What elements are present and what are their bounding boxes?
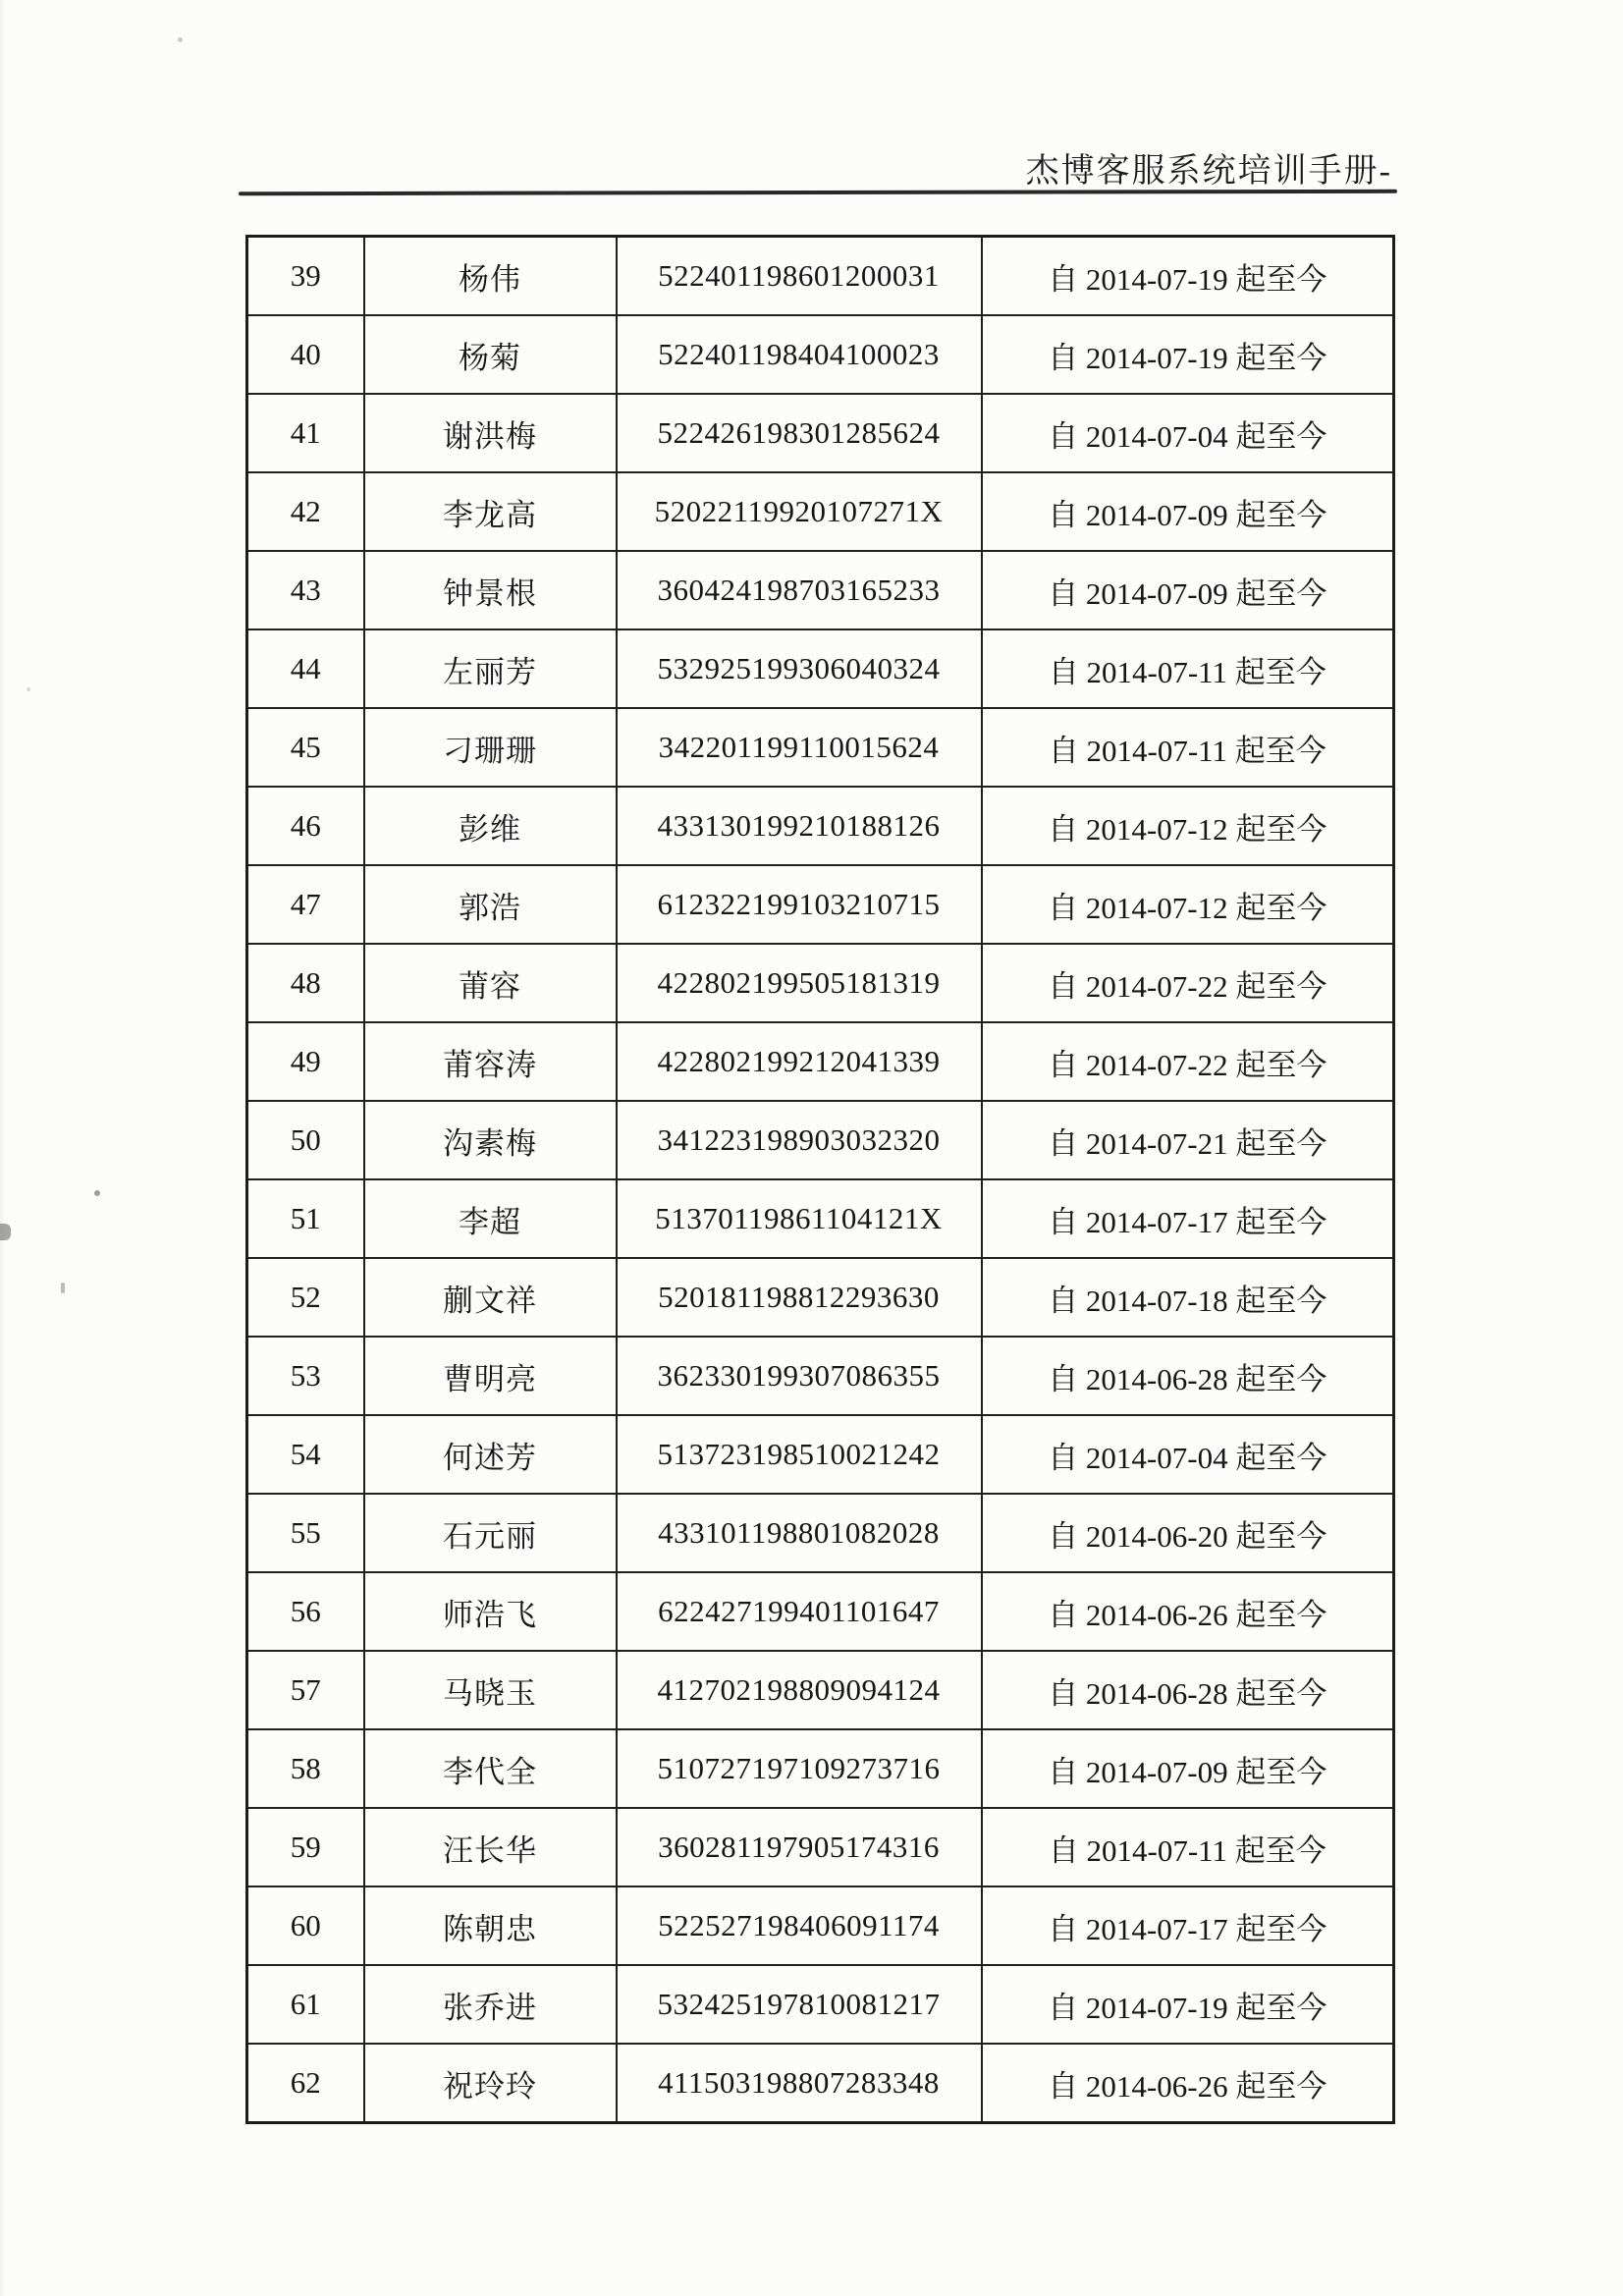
id-number-cell: 510727197109273716 bbox=[617, 1729, 982, 1808]
scan-speck bbox=[94, 1190, 100, 1196]
employee-name-cell: 李超 bbox=[364, 1179, 617, 1258]
table-row bbox=[247, 1415, 1394, 1494]
id-number-cell: 532425197810081217 bbox=[617, 1965, 982, 2044]
employment-period-cell: 自 2014-07-04 起至今 bbox=[982, 1415, 1394, 1494]
row-number-cell: 62 bbox=[247, 2044, 364, 2123]
employee-name-cell: 钟景根 bbox=[364, 551, 617, 629]
id-number-cell: 422802199505181319 bbox=[617, 944, 982, 1022]
row-number-cell: 45 bbox=[247, 708, 364, 787]
employee-name-cell: 莆容 bbox=[364, 944, 617, 1022]
id-number-cell: 522401198601200031 bbox=[617, 237, 982, 316]
employment-period-cell: 自 2014-07-19 起至今 bbox=[982, 237, 1394, 316]
employee-name-cell: 张乔进 bbox=[364, 1965, 617, 2044]
table-row bbox=[247, 1572, 1394, 1651]
employment-period-cell: 自 2014-07-09 起至今 bbox=[982, 472, 1394, 551]
row-number-cell: 61 bbox=[247, 1965, 364, 2044]
table-row bbox=[247, 1651, 1394, 1729]
employment-period-cell: 自 2014-06-26 起至今 bbox=[982, 1572, 1394, 1651]
scan-speck bbox=[178, 37, 183, 42]
scan-edge-shading bbox=[0, 0, 5, 2296]
employment-period-cell: 自 2014-07-19 起至今 bbox=[982, 315, 1394, 394]
table-row bbox=[247, 2044, 1394, 2123]
header-divider-line bbox=[239, 190, 1397, 195]
roster-table-body bbox=[247, 237, 1394, 2123]
employee-name-cell: 陈朝忠 bbox=[364, 1886, 617, 1965]
row-number-cell: 59 bbox=[247, 1808, 364, 1886]
employment-period-cell: 自 2014-07-19 起至今 bbox=[982, 1965, 1394, 2044]
employment-period-cell: 自 2014-06-28 起至今 bbox=[982, 1651, 1394, 1729]
row-number-cell: 60 bbox=[247, 1886, 364, 1965]
employee-name-cell: 何述芳 bbox=[364, 1415, 617, 1494]
row-number-cell: 55 bbox=[247, 1494, 364, 1572]
employee-name-cell: 郭浩 bbox=[364, 865, 617, 944]
scan-speck bbox=[27, 687, 30, 691]
employment-period-cell: 自 2014-07-11 起至今 bbox=[982, 1808, 1394, 1886]
row-number-cell: 57 bbox=[247, 1651, 364, 1729]
id-number-cell: 522401198404100023 bbox=[617, 315, 982, 394]
row-number-cell: 42 bbox=[247, 472, 364, 551]
row-number-cell: 43 bbox=[247, 551, 364, 629]
employee-name-cell: 左丽芳 bbox=[364, 629, 617, 708]
employee-name-cell: 刁珊珊 bbox=[364, 708, 617, 787]
id-number-cell: 360424198703165233 bbox=[617, 551, 982, 629]
table-row bbox=[247, 472, 1394, 551]
table-row bbox=[247, 394, 1394, 472]
employee-name-cell: 祝玲玲 bbox=[364, 2044, 617, 2123]
row-number-cell: 41 bbox=[247, 394, 364, 472]
table-row bbox=[247, 1808, 1394, 1886]
table-row bbox=[247, 1022, 1394, 1101]
row-number-cell: 47 bbox=[247, 865, 364, 944]
id-number-cell: 52022119920107271X bbox=[617, 472, 982, 551]
id-number-cell: 513723198510021242 bbox=[617, 1415, 982, 1494]
id-number-cell: 520181198812293630 bbox=[617, 1258, 982, 1337]
employee-name-cell: 杨伟 bbox=[364, 237, 617, 316]
employment-period-cell: 自 2014-07-09 起至今 bbox=[982, 551, 1394, 629]
row-number-cell: 50 bbox=[247, 1101, 364, 1179]
table-row bbox=[247, 1101, 1394, 1179]
employment-period-cell: 自 2014-06-26 起至今 bbox=[982, 2044, 1394, 2123]
employee-name-cell: 蒯文祥 bbox=[364, 1258, 617, 1337]
id-number-cell: 422802199212041339 bbox=[617, 1022, 982, 1101]
employment-period-cell: 自 2014-07-18 起至今 bbox=[982, 1258, 1394, 1337]
table-row bbox=[247, 629, 1394, 708]
table-row bbox=[247, 1886, 1394, 1965]
row-number-cell: 58 bbox=[247, 1729, 364, 1808]
employment-period-cell: 自 2014-07-17 起至今 bbox=[982, 1886, 1394, 1965]
row-number-cell: 53 bbox=[247, 1337, 364, 1415]
employee-name-cell: 谢洪梅 bbox=[364, 394, 617, 472]
employee-name-cell: 杨菊 bbox=[364, 315, 617, 394]
table-row bbox=[247, 551, 1394, 629]
employment-period-cell: 自 2014-06-20 起至今 bbox=[982, 1494, 1394, 1572]
employee-name-cell: 石元丽 bbox=[364, 1494, 617, 1572]
id-number-cell: 522426198301285624 bbox=[617, 394, 982, 472]
id-number-cell: 411503198807283348 bbox=[617, 2044, 982, 2123]
id-number-cell: 342201199110015624 bbox=[617, 708, 982, 787]
table-row bbox=[247, 237, 1394, 316]
id-number-cell: 522527198406091174 bbox=[617, 1886, 982, 1965]
table-row bbox=[247, 1729, 1394, 1808]
employment-period-cell: 自 2014-07-12 起至今 bbox=[982, 787, 1394, 865]
row-number-cell: 54 bbox=[247, 1415, 364, 1494]
id-number-cell: 532925199306040324 bbox=[617, 629, 982, 708]
employment-period-cell: 自 2014-07-12 起至今 bbox=[982, 865, 1394, 944]
table-row bbox=[247, 944, 1394, 1022]
row-number-cell: 52 bbox=[247, 1258, 364, 1337]
employment-period-cell: 自 2014-07-22 起至今 bbox=[982, 944, 1394, 1022]
row-number-cell: 40 bbox=[247, 315, 364, 394]
row-number-cell: 48 bbox=[247, 944, 364, 1022]
employee-name-cell: 师浩飞 bbox=[364, 1572, 617, 1651]
employment-period-cell: 自 2014-07-22 起至今 bbox=[982, 1022, 1394, 1101]
employee-name-cell: 汪长华 bbox=[364, 1808, 617, 1886]
employment-period-cell: 自 2014-07-11 起至今 bbox=[982, 708, 1394, 787]
row-number-cell: 39 bbox=[247, 237, 364, 316]
id-number-cell: 622427199401101647 bbox=[617, 1572, 982, 1651]
row-number-cell: 51 bbox=[247, 1179, 364, 1258]
employment-period-cell: 自 2014-07-09 起至今 bbox=[982, 1729, 1394, 1808]
row-number-cell: 46 bbox=[247, 787, 364, 865]
id-number-cell: 341223198903032320 bbox=[617, 1101, 982, 1179]
id-number-cell: 433130199210188126 bbox=[617, 787, 982, 865]
employee-name-cell: 曹明亮 bbox=[364, 1337, 617, 1415]
id-number-cell: 612322199103210715 bbox=[617, 865, 982, 944]
table-row bbox=[247, 787, 1394, 865]
table-row bbox=[247, 315, 1394, 394]
table-row bbox=[247, 1494, 1394, 1572]
employment-period-cell: 自 2014-07-11 起至今 bbox=[982, 629, 1394, 708]
table-row bbox=[247, 1179, 1394, 1258]
employee-name-cell: 彭维 bbox=[364, 787, 617, 865]
employment-period-cell: 自 2014-07-17 起至今 bbox=[982, 1179, 1394, 1258]
employee-roster-table bbox=[245, 235, 1395, 2124]
employment-period-cell: 自 2014-06-28 起至今 bbox=[982, 1337, 1394, 1415]
id-number-cell: 433101198801082028 bbox=[617, 1494, 982, 1572]
employee-name-cell: 马晓玉 bbox=[364, 1651, 617, 1729]
table-row bbox=[247, 708, 1394, 787]
row-number-cell: 49 bbox=[247, 1022, 364, 1101]
table-row bbox=[247, 865, 1394, 944]
scan-smudge bbox=[0, 1224, 11, 1240]
employee-name-cell: 李龙高 bbox=[364, 472, 617, 551]
table-row bbox=[247, 1965, 1394, 2044]
employee-name-cell: 李代全 bbox=[364, 1729, 617, 1808]
row-number-cell: 56 bbox=[247, 1572, 364, 1651]
id-number-cell: 51370119861104121X bbox=[617, 1179, 982, 1258]
employment-period-cell: 自 2014-07-21 起至今 bbox=[982, 1101, 1394, 1179]
table-row bbox=[247, 1337, 1394, 1415]
id-number-cell: 412702198809094124 bbox=[617, 1651, 982, 1729]
employee-name-cell: 莆容涛 bbox=[364, 1022, 617, 1101]
table-row bbox=[247, 1258, 1394, 1337]
id-number-cell: 360281197905174316 bbox=[617, 1808, 982, 1886]
page-header-title: 杰博客服系统培训手册- bbox=[1025, 153, 1392, 190]
row-number-cell: 44 bbox=[247, 629, 364, 708]
id-number-cell: 362330199307086355 bbox=[617, 1337, 982, 1415]
employee-name-cell: 沟素梅 bbox=[364, 1101, 617, 1179]
employment-period-cell: 自 2014-07-04 起至今 bbox=[982, 394, 1394, 472]
scan-speck bbox=[61, 1283, 65, 1293]
